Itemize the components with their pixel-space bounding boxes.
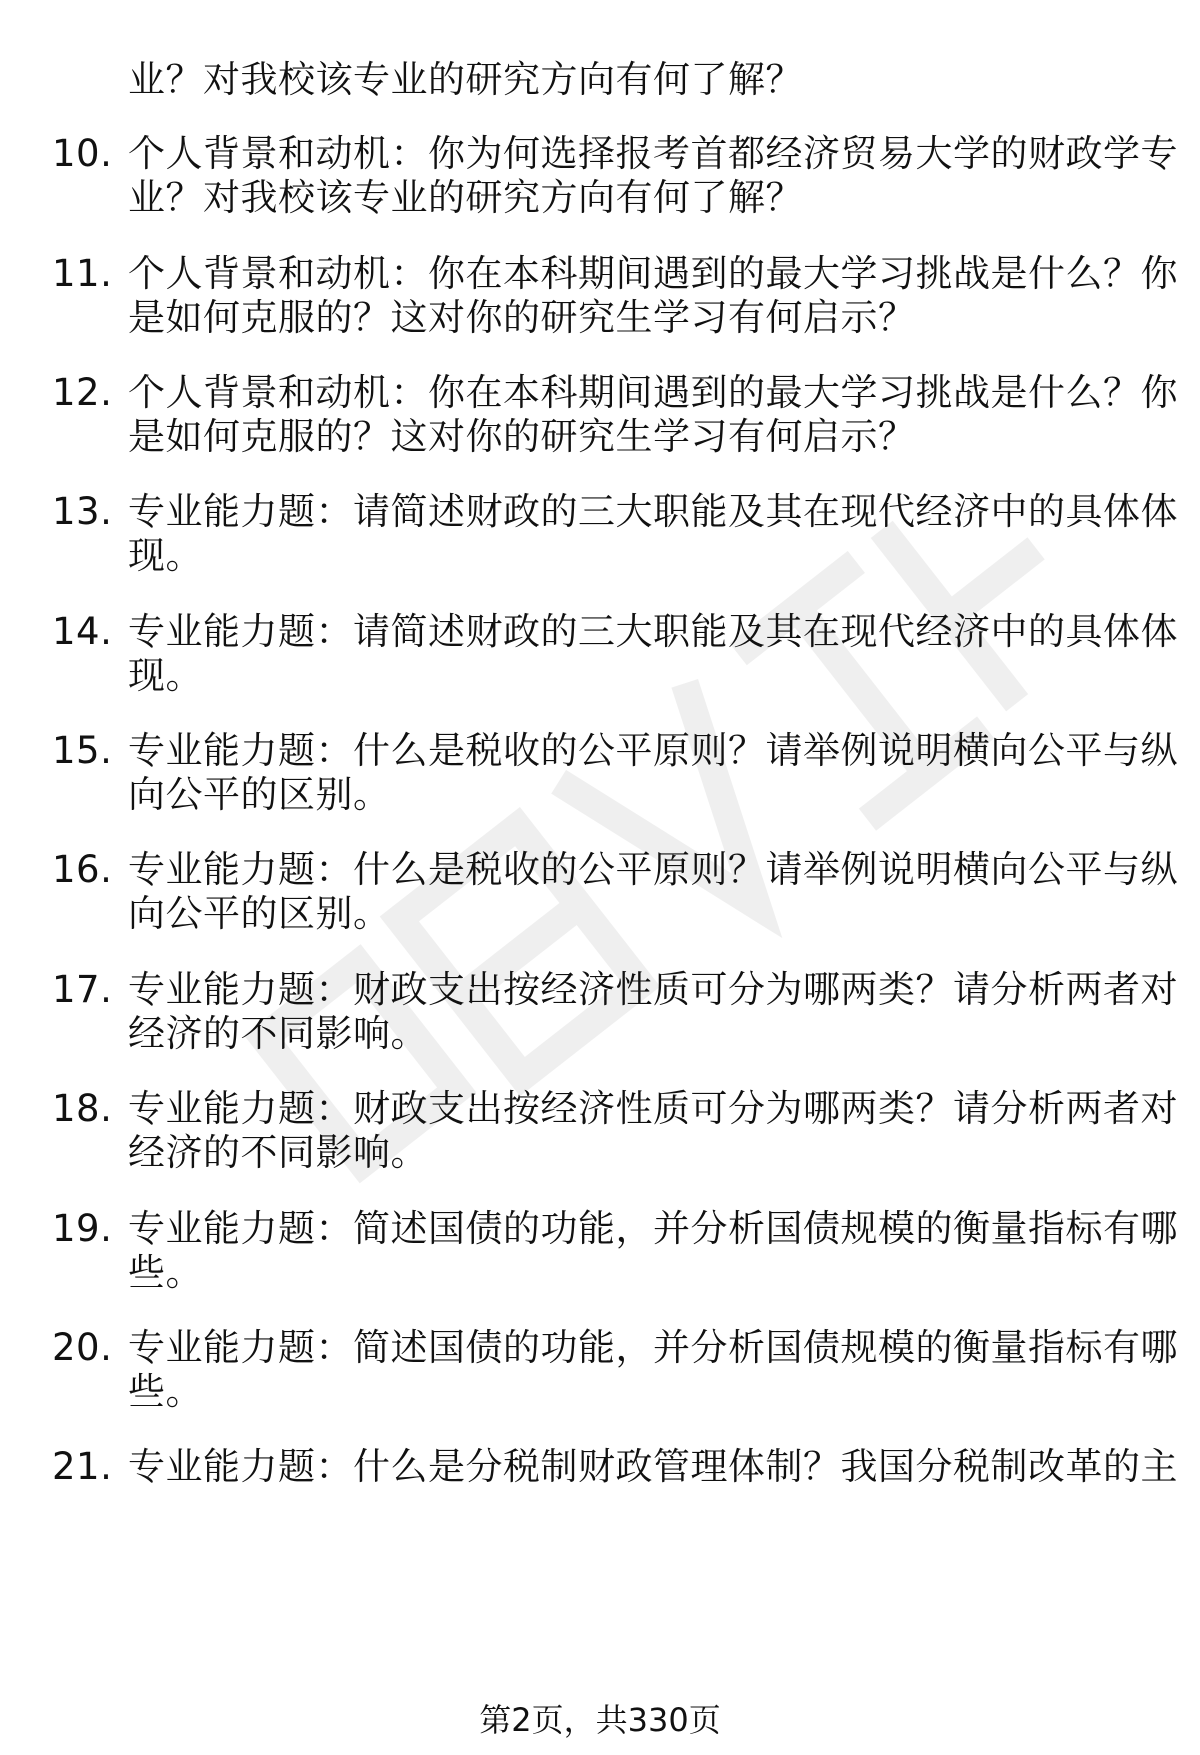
item-number: 15.: [52, 729, 113, 772]
item-text-cont: 经济的不同影响。: [128, 1012, 428, 1055]
item-text: 专业能力题：简述国债的功能，并分析国债规模的衡量指标有哪: [128, 1207, 1178, 1250]
item-number: 16.: [52, 848, 113, 891]
item-number: 21.: [52, 1445, 113, 1488]
item-number: 18.: [52, 1087, 113, 1130]
item-number: 14.: [52, 610, 113, 653]
page-footer: 第2页，共330页: [479, 1701, 721, 1739]
item-text: 个人背景和动机：你为何选择报考首都经济贸易大学的财政学专: [128, 132, 1178, 175]
item-text: 专业能力题：什么是分税制财政管理体制？我国分税制改革的主: [128, 1445, 1178, 1488]
item-number: 10.: [52, 132, 113, 175]
item-text: 个人背景和动机：你在本科期间遇到的最大学习挑战是什么？你: [128, 252, 1178, 295]
item-text-cont: 向公平的区别。: [128, 773, 391, 816]
item-number: 20.: [52, 1326, 113, 1369]
continued-text: 业？对我校该专业的研究方向有何了解？: [128, 58, 803, 101]
item-text: 专业能力题：请简述财政的三大职能及其在现代经济中的具体体: [128, 490, 1178, 533]
item-text-cont: 向公平的区别。: [128, 892, 391, 935]
item-text-cont: 是如何克服的？这对你的研究生学习有何启示？: [128, 296, 916, 339]
item-text-cont: 些。: [128, 1370, 203, 1413]
item-text-cont: 些。: [128, 1251, 203, 1294]
item-text: 专业能力题：请简述财政的三大职能及其在现代经济中的具体体: [128, 610, 1178, 653]
item-number: 11.: [52, 252, 113, 295]
item-number: 13.: [52, 490, 113, 533]
item-text-cont: 是如何克服的？这对你的研究生学习有何启示？: [128, 415, 916, 458]
item-number: 12.: [52, 371, 113, 414]
item-text-cont: 业？对我校该专业的研究方向有何了解？: [128, 176, 803, 219]
item-number: 17.: [52, 968, 113, 1011]
item-text: 专业能力题：财政支出按经济性质可分为哪两类？请分析两者对: [128, 1087, 1178, 1130]
item-text: 专业能力题：简述国债的功能，并分析国债规模的衡量指标有哪: [128, 1326, 1178, 1369]
item-text: 个人背景和动机：你在本科期间遇到的最大学习挑战是什么？你: [128, 371, 1178, 414]
item-text: 专业能力题：财政支出按经济性质可分为哪两类？请分析两者对: [128, 968, 1178, 1011]
item-text-cont: 现。: [128, 654, 203, 697]
item-number: 19.: [52, 1207, 113, 1250]
item-text: 专业能力题：什么是税收的公平原则？请举例说明横向公平与纵: [128, 729, 1178, 772]
item-text-cont: 经济的不同影响。: [128, 1131, 428, 1174]
item-text: 专业能力题：什么是税收的公平原则？请举例说明横向公平与纵: [128, 848, 1178, 891]
item-text-cont: 现。: [128, 534, 203, 577]
